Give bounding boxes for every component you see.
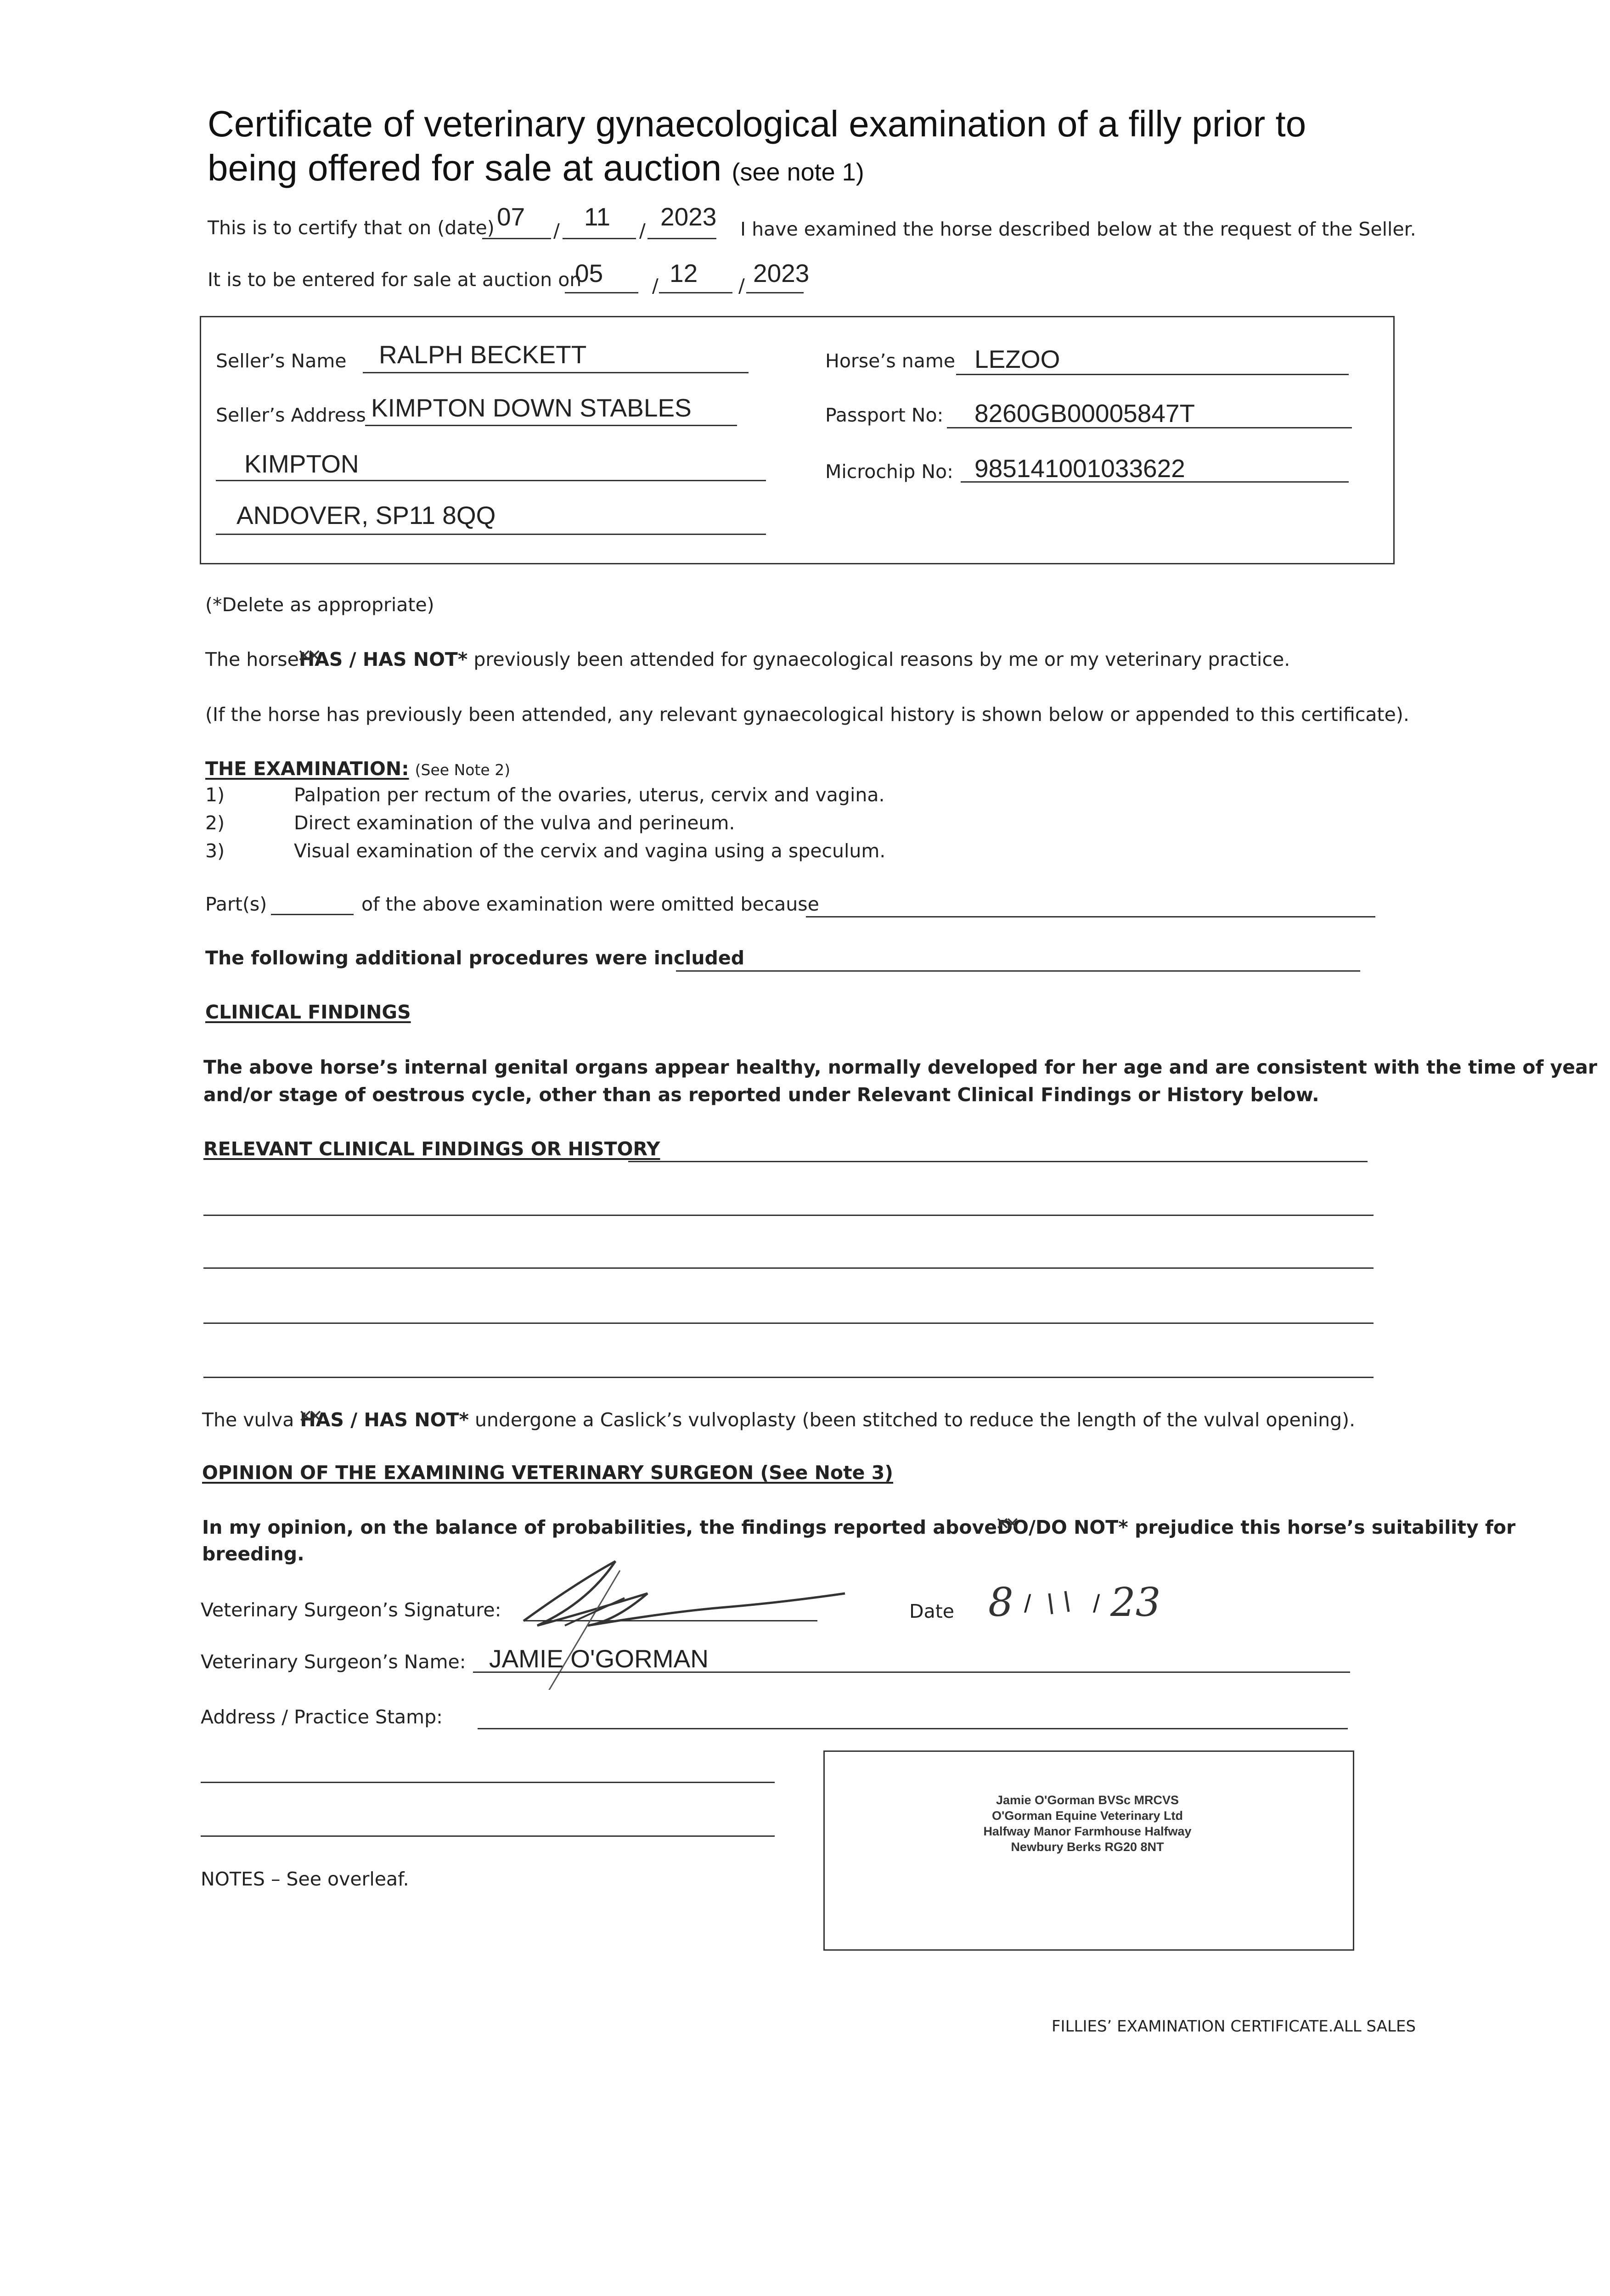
opinion-heading: OPINION OF THE EXAMINING VETERINARY SURGEON (See Note 3) xyxy=(202,1462,894,1484)
address-stamp-label: Address / Practice Stamp: xyxy=(201,1706,443,1728)
signed-date-year[interactable]: 23 xyxy=(1110,1580,1161,1626)
certify-month: 11 xyxy=(584,203,611,231)
seller-address-line-2[interactable]: KIMPTON xyxy=(244,450,359,478)
clinical-findings-heading: CLINICAL FINDINGS xyxy=(205,1001,411,1023)
omitted-parts-field[interactable] xyxy=(271,914,354,915)
omitted-mid: of the above examination were omitted because xyxy=(361,893,819,915)
relevant-findings-line-2[interactable] xyxy=(203,1215,1374,1216)
certify-day: 07 xyxy=(497,203,525,231)
microchip-number[interactable]: 985141001033622 xyxy=(974,454,1185,483)
exam-item-1-text: Palpation per rectum of the ovaries, uterus, cervix and vagina. xyxy=(294,784,885,806)
clinical-text-line-1: The above horse’s internal genital organs appear healthy, normally developed for her age and are consistent with the time of year xyxy=(203,1056,1598,1078)
opinion-line-2: breeding. xyxy=(202,1543,304,1565)
vulva-post: undergone a Caslick’s vulvoplasty (been stitched to reduce the length of the vulval opening). xyxy=(468,1409,1356,1431)
exam-item-3-text: Visual examination of the cervix and vagina using a speculum. xyxy=(294,840,886,862)
attended-struck-option: HAS ✕✕ xyxy=(299,648,343,670)
notes-label: NOTES – See overleaf. xyxy=(201,1868,409,1890)
auction-prefix: It is to be entered for sale at auction on xyxy=(208,269,582,291)
document-title xyxy=(208,102,1306,194)
passport-label: Passport No: xyxy=(825,404,944,426)
vulva-statement xyxy=(202,1409,1355,1431)
stamp-line-4: Newbury Berks RG20 8NT xyxy=(1011,1840,1164,1854)
address-field-1[interactable] xyxy=(478,1728,1348,1729)
auction-day: 05 xyxy=(575,259,603,287)
auction-month: 12 xyxy=(670,259,698,287)
relevant-findings-line-1[interactable] xyxy=(628,1161,1368,1162)
address-field-2[interactable] xyxy=(201,1782,775,1783)
horse-name-label: Horse’s name xyxy=(825,350,956,372)
additional-procedures-label: The following additional procedures were included xyxy=(205,947,745,969)
seller-name[interactable]: RALPH BECKETT xyxy=(379,340,587,369)
opinion-struck-option: DO ✕✕ xyxy=(997,1516,1029,1538)
opinion-line-1-post: /DO NOT* prejudice this horse’s suitability for xyxy=(1028,1516,1516,1538)
vulva-struck-option: HAS ✕✕ xyxy=(300,1409,344,1431)
auction-year: 2023 xyxy=(753,259,810,287)
attended-post: previously been attended for gynaecological reasons by me or my veterinary practice. xyxy=(467,648,1290,670)
auction-sep-1: / xyxy=(652,275,659,297)
examination-heading xyxy=(205,758,510,780)
microchip-label: Microchip No: xyxy=(825,461,953,483)
exam-item-1-num: 1) xyxy=(205,784,225,806)
certify-suffix: I have examined the horse described below at the request of the Seller. xyxy=(740,218,1416,240)
seller-name-label: Seller’s Name xyxy=(216,350,347,372)
title-note: (see note 1) xyxy=(732,158,864,186)
exam-item-2-num: 2) xyxy=(205,812,225,834)
examination-heading-text: THE EXAMINATION: xyxy=(205,758,409,780)
practice-stamp xyxy=(823,1792,1351,1855)
vulva-pre: The vulva xyxy=(202,1409,294,1431)
delete-note: (*Delete as appropriate) xyxy=(205,594,434,616)
additional-procedures-field[interactable] xyxy=(676,970,1360,972)
relevant-findings-line-3[interactable] xyxy=(203,1267,1374,1269)
certify-sep-1: / xyxy=(553,219,560,242)
seller-address-line-3[interactable]: ANDOVER, SP11 8QQ xyxy=(236,501,496,529)
vulva-choice: / HAS NOT* xyxy=(343,1409,469,1431)
auction-sep-2: / xyxy=(738,275,745,297)
attended-statement xyxy=(205,648,1290,670)
signature-label: Veterinary Surgeon’s Signature: xyxy=(201,1599,501,1621)
certify-year: 2023 xyxy=(660,203,717,231)
date-label: Date xyxy=(909,1600,954,1622)
omitted-reason-field[interactable] xyxy=(806,916,1375,917)
history-note: (If the horse has previously been attended, any relevant gynaecological history is shown below or appended to this certificate). xyxy=(205,703,1409,726)
footer-label: FILLIES’ EXAMINATION CERTIFICATE.ALL SALES xyxy=(1052,2017,1416,2036)
title-line-1: Certificate of veterinary gynaecological examination of a filly prior to xyxy=(208,103,1306,144)
exam-item-2-text: Direct examination of the vulva and perineum. xyxy=(294,812,735,834)
address-field-3[interactable] xyxy=(201,1835,775,1837)
signed-date-day[interactable]: 8 xyxy=(988,1580,1013,1626)
opinion-line-1 xyxy=(202,1516,1515,1538)
signed-date-month[interactable] xyxy=(1040,1589,1081,1621)
horse-name[interactable]: LEZOO xyxy=(974,345,1060,373)
relevant-findings-heading: RELEVANT CLINICAL FINDINGS OR HISTORY xyxy=(203,1138,660,1160)
passport-number[interactable]: 8260GB00005847T xyxy=(974,399,1195,428)
omitted-pre: Part(s) xyxy=(205,893,267,915)
certify-prefix: This is to certify that on (date) xyxy=(208,217,495,239)
examination-heading-note: (See Note 2) xyxy=(415,761,511,779)
exam-item-3-num: 3) xyxy=(205,840,225,862)
title-line-2 xyxy=(208,146,1306,194)
seller-address-line-1[interactable]: KIMPTON DOWN STABLES xyxy=(371,394,692,422)
title-line-2-text: being offered for sale at auction xyxy=(208,147,722,188)
certify-sep-2: / xyxy=(639,219,646,242)
relevant-findings-line-5[interactable] xyxy=(203,1377,1374,1378)
clinical-text-line-2: and/or stage of oestrous cycle, other than as reported under Relevant Clinical Findings or History below. xyxy=(203,1084,1319,1106)
relevant-findings-line-4[interactable] xyxy=(203,1322,1374,1324)
stamp-line-1: Jamie O'Gorman BVSc MRCVS xyxy=(996,1793,1179,1807)
opinion-line-1-pre: In my opinion, on the balance of probabilities, the findings reported above xyxy=(202,1516,997,1538)
vet-name[interactable]: JAMIE O'GORMAN xyxy=(489,1644,709,1673)
attended-pre: The horse xyxy=(205,648,299,670)
stamp-line-3: Halfway Manor Farmhouse Halfway xyxy=(983,1824,1192,1838)
stamp-line-2: O'Gorman Equine Veterinary Ltd xyxy=(991,1809,1183,1823)
seller-address-label: Seller’s Address xyxy=(216,404,366,426)
vet-name-label: Veterinary Surgeon’s Name: xyxy=(201,1651,466,1673)
attended-choice: / HAS NOT* xyxy=(343,648,468,670)
